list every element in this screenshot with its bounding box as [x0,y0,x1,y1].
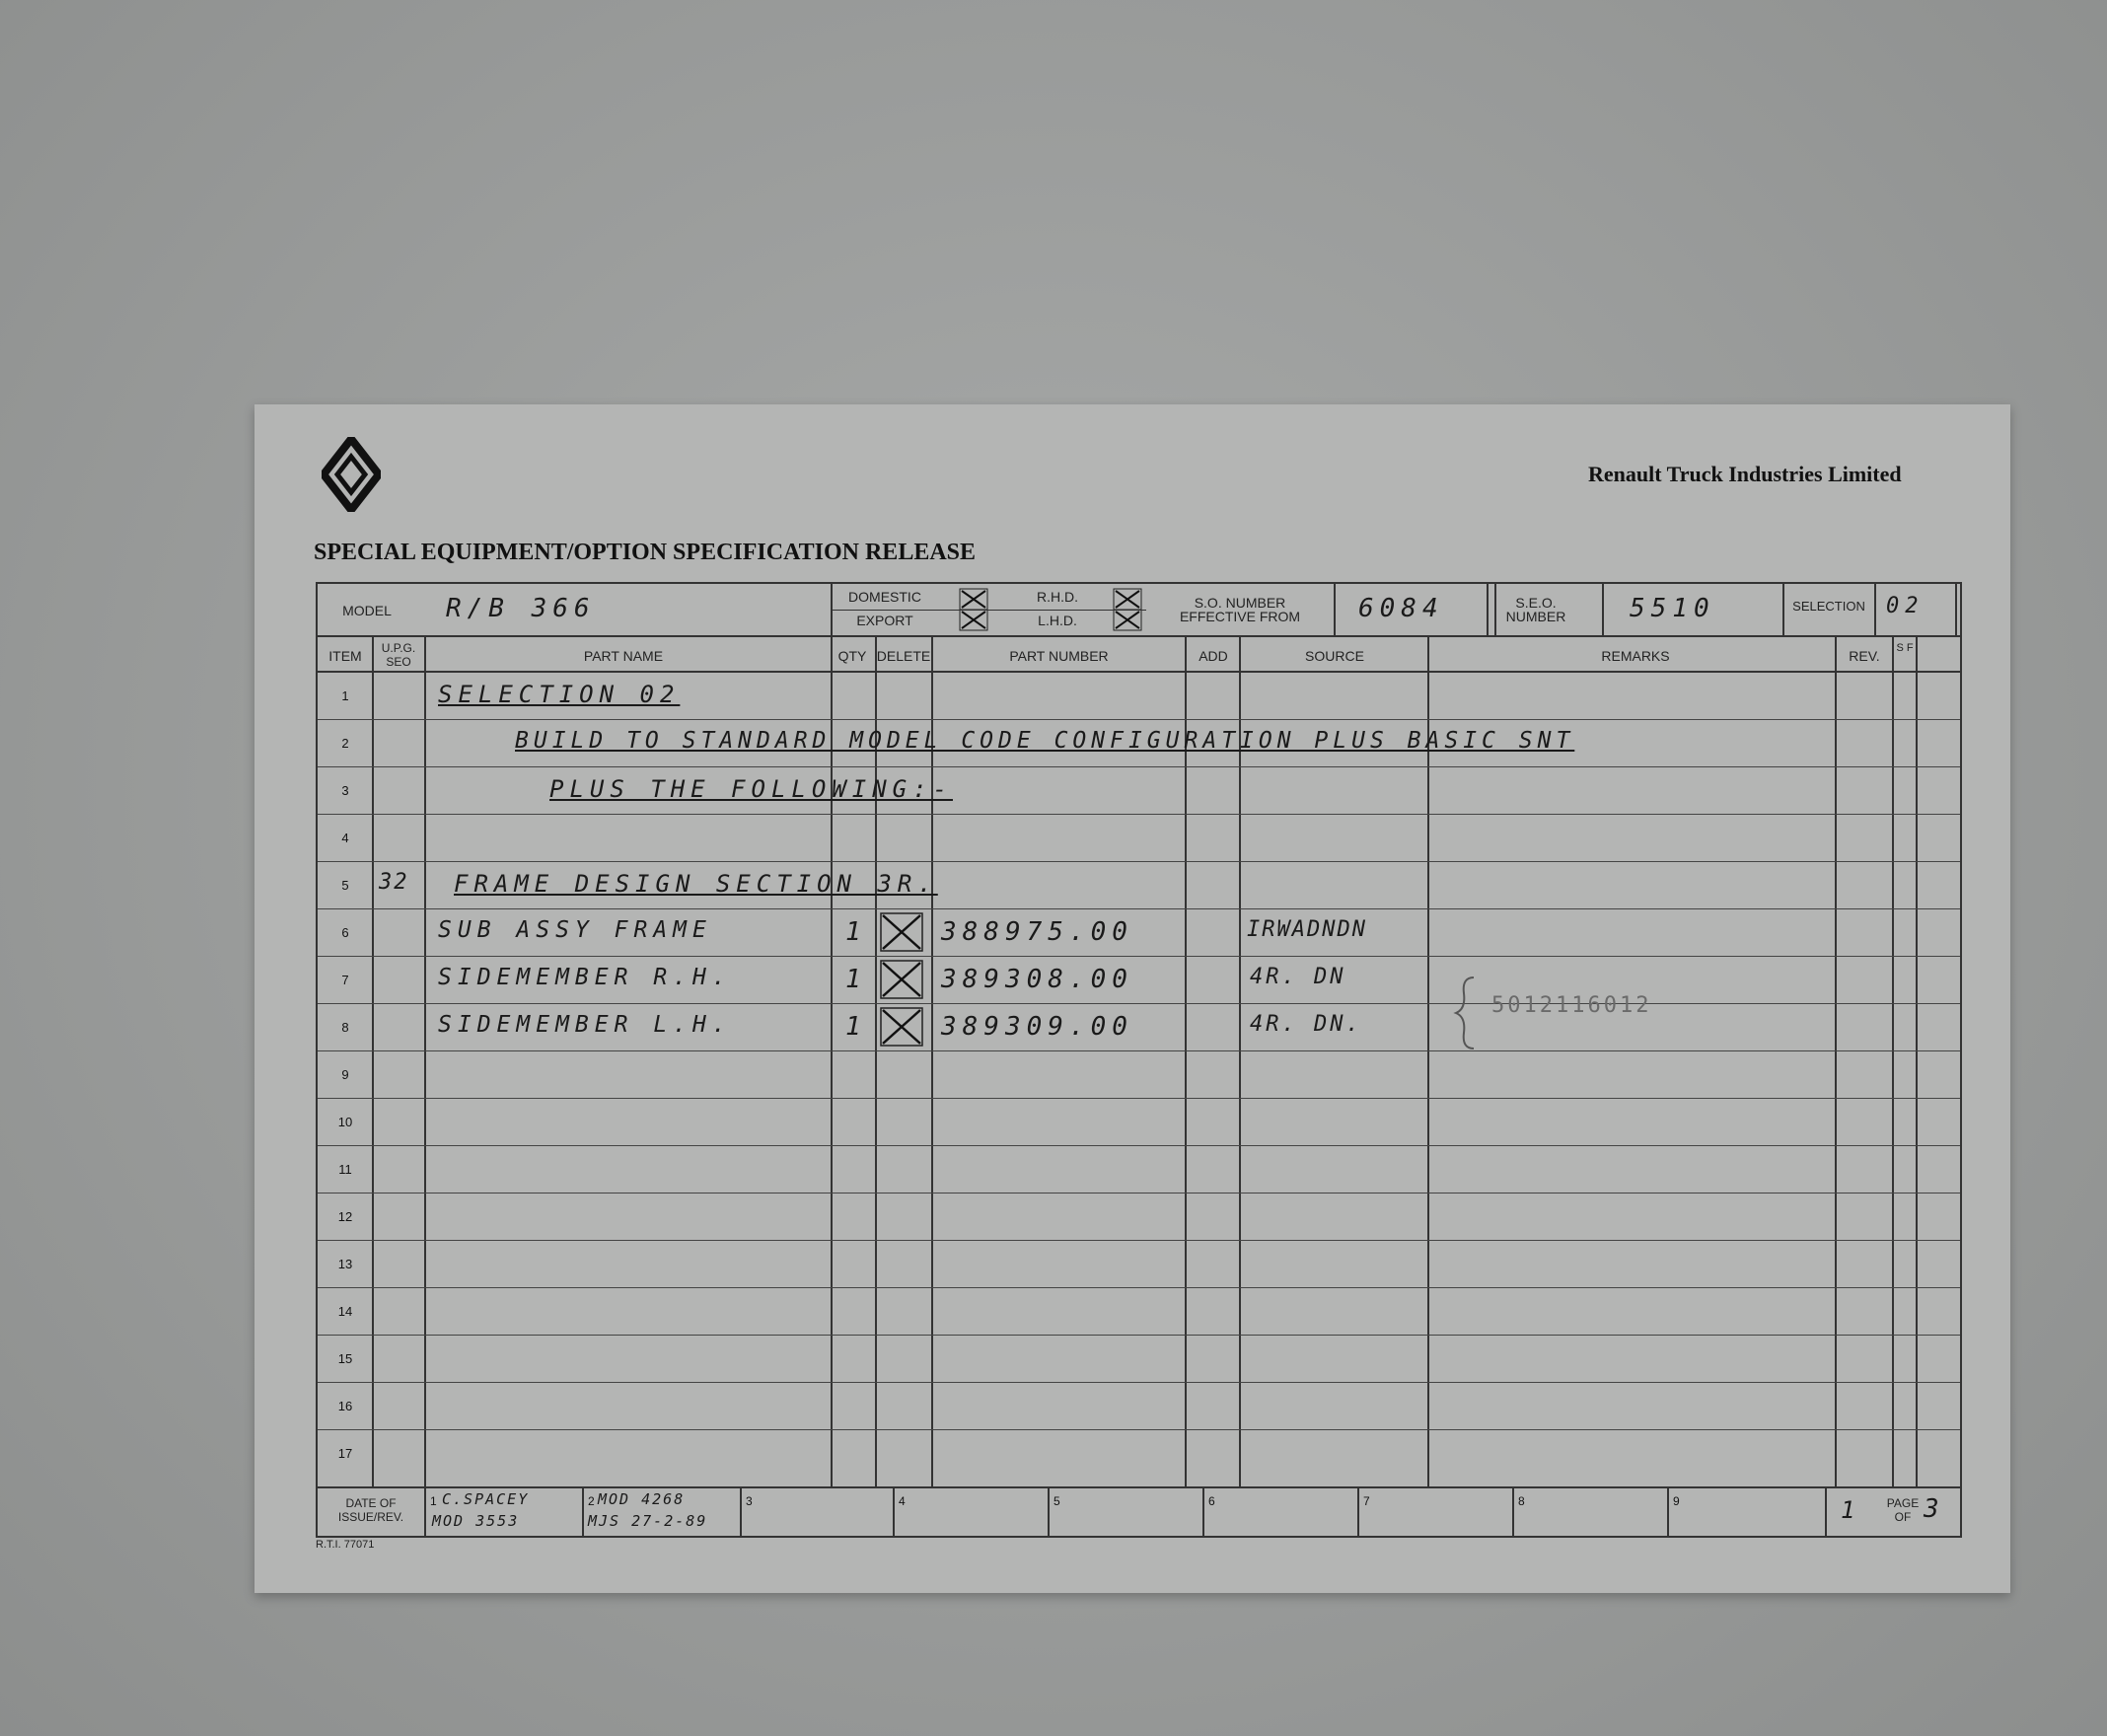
part-name: SELECTION 02 [438,681,681,708]
date-of-issue-cell [318,1488,426,1536]
selection-label: SELECTION [1792,599,1865,614]
cell-number: 7 [1363,1494,1370,1508]
upg-value: 32 [379,870,409,895]
item-number: 3 [341,783,349,798]
cell-number: 4 [899,1494,906,1508]
so-number-label: S.O. NUMBER EFFECTIVE FROM [1179,595,1301,624]
col-part-number: PART NUMBER [1009,648,1109,664]
footer-row [318,1486,1960,1536]
revision-cell-5 [1048,1488,1204,1536]
table-row [318,1004,1960,1051]
page-total: 3 [1924,1494,1945,1524]
source-value: 4R. DN. [1250,1012,1362,1037]
part-name: SIDEMEMBER R.H. [438,965,732,990]
rhd-label: R.H.D. [1037,589,1078,605]
cell-number: 1 [430,1494,437,1508]
source-value: 4R. DN [1250,965,1346,989]
part-name: PLUS THE FOLLOWING:- [549,775,953,803]
col-qty: QTY [837,648,867,664]
item-number: 16 [337,1399,353,1413]
company-name: Renault Truck Industries Limited [1588,462,1902,486]
col-rev: REV. [1849,648,1880,664]
cell-number: 3 [746,1494,753,1508]
qty-value: 1 [845,965,867,994]
item-number: 7 [341,973,349,987]
item-number: 9 [341,1067,349,1082]
revision-2-line-2: MJS 27-2-89 [588,1512,708,1530]
table-row [318,720,1960,767]
revision-cell-9 [1667,1488,1827,1536]
item-number: 5 [341,878,349,893]
table-row [318,1336,1960,1383]
table-row [318,957,1960,1004]
revision-2-line-1: MOD 4268 [598,1490,686,1508]
qty-value: 1 [845,917,867,947]
table-row [318,1241,1960,1288]
part-name: BUILD TO STANDARD MODEL CODE CONFIGURATION PLUS BASIC SNT [515,728,1575,754]
revision-cell-2 [582,1488,742,1536]
form-title: SPECIAL EQUIPMENT/OPTION SPECIFICATION RELEASE [314,540,977,565]
model-value: R/B 366 [446,594,596,623]
remarks-note: 5012116012 [1491,993,1652,1018]
part-name: FRAME DESIGN SECTION 3R. [454,870,938,898]
col-source: SOURCE [1305,648,1364,664]
revision-cell-7 [1357,1488,1514,1536]
table-row [318,673,1960,720]
revision-cell-1 [424,1488,584,1536]
item-number: 6 [341,925,349,940]
table-row [318,1099,1960,1146]
item-number: 15 [337,1351,353,1366]
revision-cell-4 [893,1488,1050,1536]
col-item: ITEM [328,648,362,664]
source-value: IRWADNDN [1247,917,1367,942]
item-number: 17 [337,1446,353,1461]
specification-form [316,582,1962,1538]
lhd-label: L.H.D. [1038,613,1077,628]
table-row [318,1288,1960,1336]
cell-number: 5 [1054,1494,1060,1508]
table-row [318,1430,1960,1477]
item-number: 1 [341,688,349,703]
col-delete: DELETE [876,648,931,664]
renault-logo-icon [322,437,381,512]
table-row [318,767,1960,815]
selection-value: 02 [1886,594,1925,618]
cell-number: 2 [588,1494,595,1508]
item-number: 11 [338,1162,352,1177]
revision-1-line-1: C.SPACEY [442,1490,530,1508]
part-name: SUB ASSY FRAME [438,917,712,943]
part-name: SIDEMEMBER L.H. [438,1012,732,1038]
page-number: 1 [1841,1496,1861,1524]
revision-cell-6 [1202,1488,1359,1536]
part-number: 389309.00 [941,1012,1133,1042]
model-label: MODEL [342,603,392,618]
part-number: 388975.00 [941,917,1133,947]
revision-1-line-2: MOD 3553 [432,1512,520,1530]
table-row [318,862,1960,909]
table-row [318,1146,1960,1194]
col-add: ADD [1199,648,1228,664]
table-row [318,815,1960,862]
qty-value: 1 [845,1012,867,1042]
table-row [318,909,1960,957]
delete-mark-icon [880,960,923,999]
date-of-issue-label: DATE OF ISSUE/REV. [337,1496,404,1524]
revision-cell-3 [740,1488,895,1536]
page-cell [1827,1488,1960,1536]
domestic-label: DOMESTIC [848,589,921,605]
delete-mark-icon [880,912,923,952]
seo-number-label: S.E.O. NUMBER [1505,595,1566,624]
cell-number: 9 [1673,1494,1680,1508]
table-row [318,1383,1960,1430]
export-label: EXPORT [856,613,913,628]
col-part-name: PART NAME [583,648,664,664]
so-number-value: 6084 [1358,594,1444,623]
col-sf: S F [1896,642,1914,654]
item-number: 13 [337,1257,353,1271]
table-row [318,1194,1960,1241]
item-number: 14 [337,1304,353,1319]
item-number: 2 [341,736,349,751]
part-number: 389308.00 [941,965,1133,994]
col-upg-seo: U.P.G. SEO [381,641,416,669]
remarks-bracket-icon [1452,974,1482,1052]
table-row [318,1051,1960,1099]
item-number: 12 [337,1209,353,1224]
revision-cell-8 [1512,1488,1669,1536]
item-number: 8 [341,1020,349,1035]
form-header-row [318,584,1960,637]
cell-number: 8 [1518,1494,1525,1508]
item-number: 10 [337,1115,353,1129]
form-code: R.T.I. 77071 [316,1539,375,1551]
delete-mark-icon [880,1007,923,1047]
column-header-row [318,639,1960,673]
col-remarks: REMARKS [1601,648,1670,664]
seo-number-value: 5510 [1630,594,1715,623]
cell-number: 6 [1208,1494,1215,1508]
item-number: 4 [341,831,349,845]
page-of-label: PAGE OF [1886,1496,1920,1524]
